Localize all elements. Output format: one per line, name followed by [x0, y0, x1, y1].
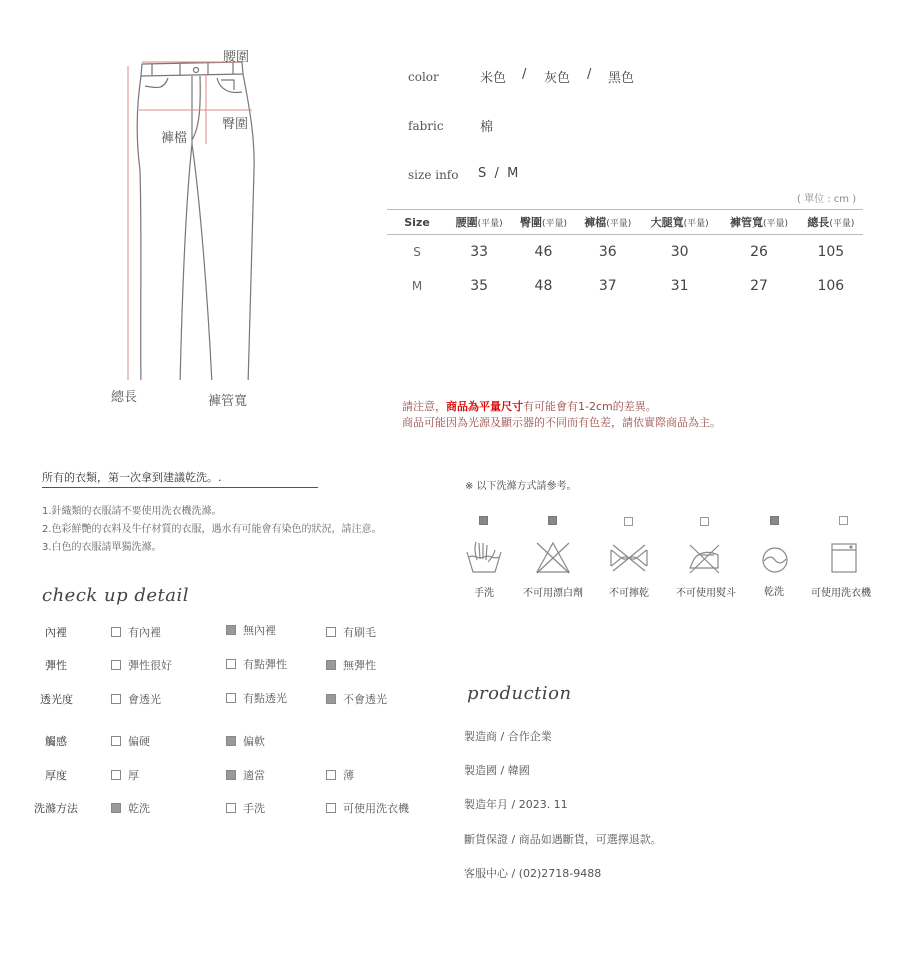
detail-option[interactable]: 有內裡 [111, 624, 161, 640]
detail-row-label: 觸感 [45, 735, 67, 748]
unit-note: ( 單位 : cm ) [797, 194, 857, 205]
table-cell: 106 [817, 278, 845, 294]
table-cell: 26 [750, 244, 768, 260]
detail-row-label: 內裡 [45, 626, 67, 639]
wash-label: 不可擰乾 [609, 588, 649, 599]
care-tip: 3.白色的衣服請單獨洗滌。 [42, 542, 162, 553]
checkbox[interactable] [326, 770, 336, 780]
checkbox[interactable] [326, 803, 336, 813]
table-cell: 46 [534, 244, 553, 260]
table-cell: S [413, 245, 421, 259]
detail-option[interactable]: 會透光 [111, 691, 161, 707]
length-label: 總長 [111, 390, 138, 405]
fabric-value: 棉 [480, 120, 494, 135]
wash-indicator [624, 517, 633, 526]
checkbox[interactable] [111, 660, 121, 670]
color-note: 商品可能因為光源及顯示器的不同而有色差，請依實際商品為主。 [402, 416, 721, 429]
checkbox[interactable] [226, 693, 236, 703]
color-label: color [408, 70, 439, 84]
checkbox[interactable] [111, 803, 121, 813]
checkbox[interactable] [326, 660, 336, 670]
detail-option[interactable]: 乾洗 [111, 800, 150, 816]
detail-row-label: 洗滌方法 [34, 802, 78, 815]
wash-label: 手洗 [474, 588, 494, 599]
checkbox[interactable] [111, 627, 121, 637]
wash-label: 乾洗 [764, 587, 784, 598]
table-cell: 35 [470, 278, 489, 294]
waist-label: 腰圍 [223, 50, 250, 65]
wash-indicator [700, 517, 709, 526]
production-line: 製造國 / 韓國 [464, 764, 530, 777]
size-info-value: S / M [478, 166, 519, 181]
care-tip: 2.色彩鮮艷的衣料及牛仔材質的衣服，遇水有可能會有染色的狀況，請注意。 [42, 524, 382, 535]
measurement-note: 請注意，商品為平量尺寸有可能會有1-2cm的差異。 [402, 400, 657, 413]
fabric-label: fabric [408, 119, 444, 133]
detail-option[interactable]: 無彈性 [326, 657, 376, 673]
detail-option[interactable]: 偏硬 [111, 733, 150, 749]
production-title: production [467, 683, 572, 704]
hand-wash-icon [464, 538, 504, 576]
header-cell: 褲管寬(平量) [719, 210, 798, 235]
table-cell: 37 [598, 278, 617, 294]
wash-indicator [548, 516, 557, 525]
detail-option[interactable]: 薄 [326, 767, 354, 783]
detail-option[interactable]: 厚 [111, 767, 139, 783]
no-wring-icon [608, 542, 650, 574]
color-value-2: 灰色 [544, 71, 571, 86]
production-line: 製造商 / 合作企業 [464, 730, 552, 743]
detail-option[interactable]: 不會透光 [326, 691, 387, 707]
table-cell: 27 [750, 278, 768, 294]
table-cell: 31 [670, 278, 689, 294]
table-cell: 30 [670, 244, 689, 260]
table-row [387, 235, 863, 270]
checkbox[interactable] [111, 694, 121, 704]
detail-option[interactable]: 偏軟 [226, 733, 265, 749]
no-bleach-icon [534, 540, 572, 576]
wash-label: 可使用洗衣機 [811, 588, 871, 599]
detail-option[interactable]: 無內裡 [226, 622, 276, 638]
dry-clean-icon [760, 545, 790, 575]
size-table [387, 209, 863, 303]
hip-label: 臀圍 [222, 117, 249, 132]
table-cell: M [411, 279, 423, 293]
size-table-header [387, 210, 863, 235]
table-row [387, 269, 863, 303]
checkbox[interactable] [226, 770, 236, 780]
color-sep-1: / [522, 67, 527, 82]
header-cell: Size [387, 210, 447, 235]
detail-title: check up detail [42, 585, 190, 606]
production-line: 製造年月 / 2023. 11 [464, 798, 568, 811]
detail-option[interactable]: 有刷毛 [326, 624, 376, 640]
detail-option[interactable]: 有點透光 [226, 690, 287, 706]
detail-row-label: 厚度 [45, 769, 67, 782]
rise-label: 褲檔 [161, 131, 188, 146]
checkbox[interactable] [326, 694, 336, 704]
checkbox[interactable] [111, 736, 121, 746]
care-tip: 1.針織類的衣服請不要使用洗衣機洗滌。 [42, 506, 222, 517]
wash-indicator [770, 516, 779, 525]
table-cell: 105 [817, 244, 845, 260]
header-cell: 褲檔(平量) [576, 210, 640, 235]
detail-option[interactable]: 有點彈性 [226, 656, 287, 672]
checkbox[interactable] [226, 659, 236, 669]
checkbox[interactable] [326, 627, 336, 637]
checkbox[interactable] [226, 625, 236, 635]
color-value-3: 黑色 [608, 71, 635, 86]
no-iron-icon [686, 541, 722, 575]
production-line: 斷貨保證 / 商品如遇斷貨，可選擇退款。 [464, 833, 662, 846]
care-title: 所有的衣類，第一次拿到建議乾洗。. [42, 469, 318, 488]
header-cell: 大腿寬(平量) [640, 210, 719, 235]
detail-option[interactable]: 適當 [226, 767, 265, 783]
color-sep-2: / [587, 67, 592, 82]
header-cell: 臀圍(平量) [511, 210, 575, 235]
checkbox[interactable] [226, 736, 236, 746]
header-cell: 腰圍(平量) [447, 210, 511, 235]
header-cell: 總長(平量) [799, 210, 863, 235]
wash-label: 不可用漂白劑 [523, 588, 583, 599]
wash-label: 不可使用熨斗 [676, 588, 736, 599]
detail-option[interactable]: 彈性很好 [111, 657, 172, 673]
wash-indicator [839, 516, 848, 525]
table-cell: 33 [470, 244, 489, 260]
production-line: 客服中心 / (02)2718-9488 [464, 867, 602, 880]
table-cell: 48 [534, 278, 553, 294]
wash-heading: ※ 以下洗滌方式請參考。 [465, 481, 577, 492]
pants-diagram [100, 40, 280, 380]
detail-row-label: 彈性 [45, 659, 67, 672]
checkbox[interactable] [226, 803, 236, 813]
hem-label: 褲管寬 [208, 394, 248, 409]
table-cell: 36 [598, 244, 617, 260]
checkbox[interactable] [111, 770, 121, 780]
detail-option[interactable]: 手洗 [226, 800, 265, 816]
wash-indicator [479, 516, 488, 525]
size-info-label: size info [408, 168, 459, 182]
detail-row-label: 透光度 [40, 693, 73, 706]
washing-machine-icon [830, 542, 858, 574]
color-value-1: 米色 [480, 71, 507, 86]
detail-option[interactable]: 可使用洗衣機 [326, 800, 409, 816]
